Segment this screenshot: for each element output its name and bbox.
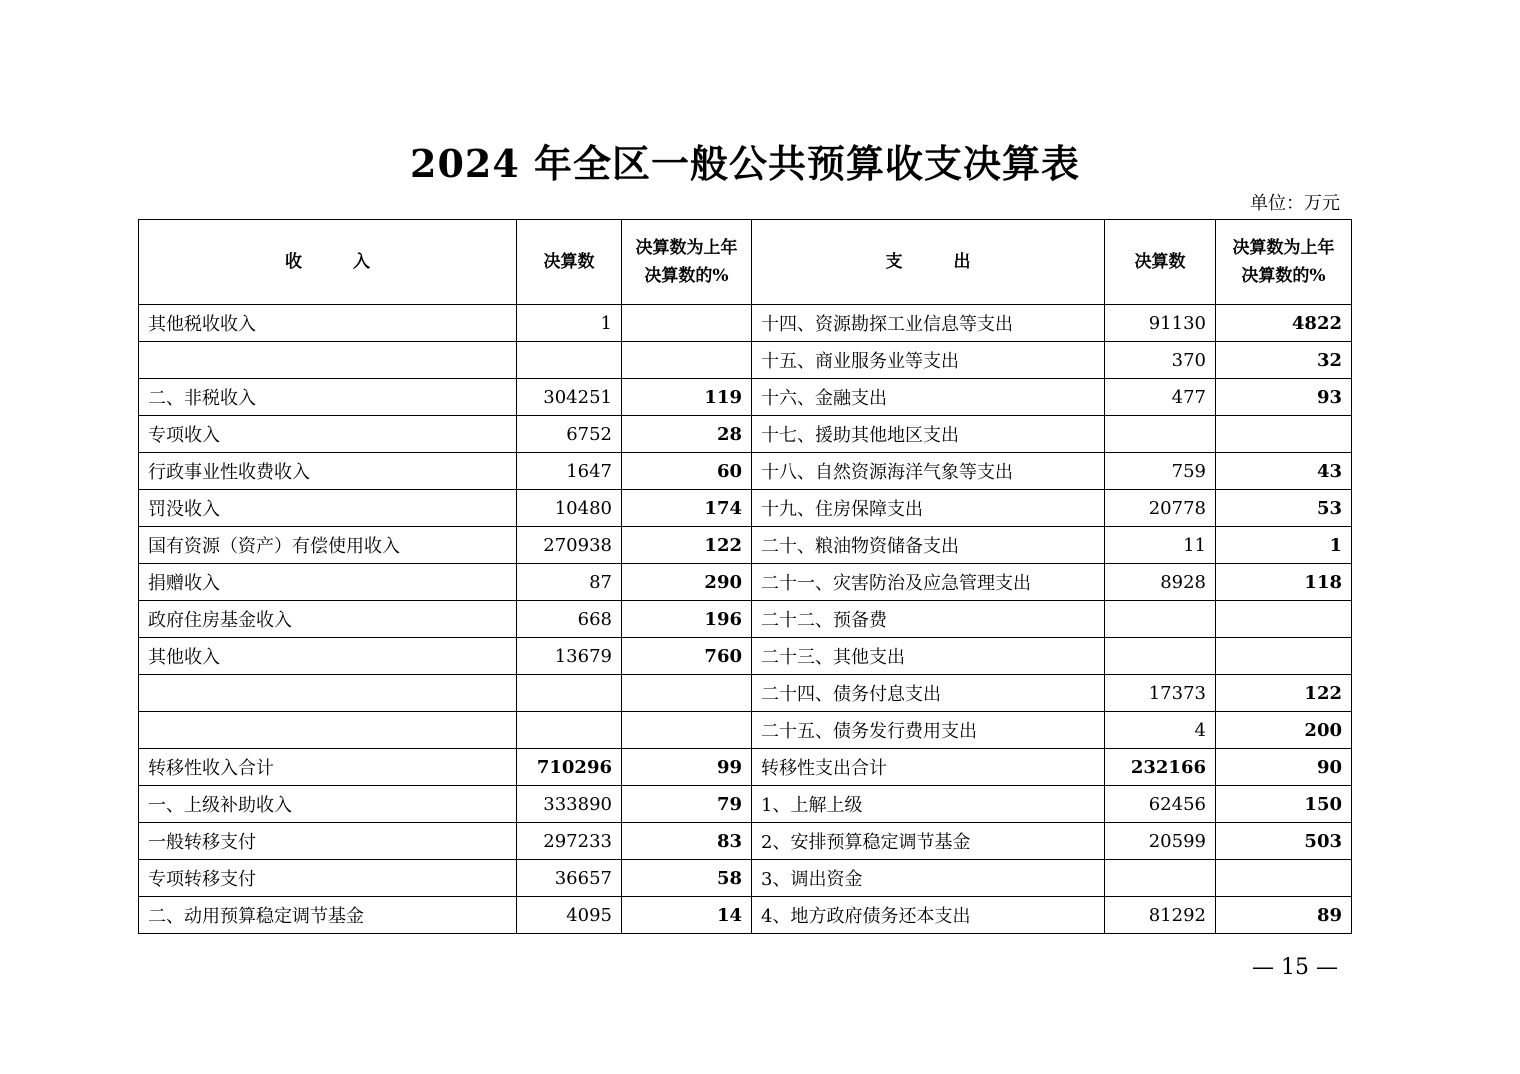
expense-item-cell: 3、调出资金 <box>752 860 1105 897</box>
income-item-cell: 二、非税收入 <box>139 379 517 416</box>
income-amount-cell: 36657 <box>517 860 622 897</box>
expense-amount-cell: 8928 <box>1105 564 1216 601</box>
expense-pct-cell: 200 <box>1216 712 1352 749</box>
expense-pct-cell: 89 <box>1216 897 1352 934</box>
table-row <box>139 749 1352 786</box>
budget-table <box>138 219 1352 934</box>
expense-item-cell: 二十一、灾害防治及应急管理支出 <box>752 564 1105 601</box>
expense-amount-cell: 477 <box>1105 379 1216 416</box>
expense-item-cell: 十八、自然资源海洋气象等支出 <box>752 453 1105 490</box>
income-pct-cell: 122 <box>622 527 752 564</box>
expense-pct-cell: 32 <box>1216 342 1352 379</box>
table-row <box>139 490 1352 527</box>
income-item-cell: 一、上级补助收入 <box>139 786 517 823</box>
expense-item-cell: 4、地方政府债务还本支出 <box>752 897 1105 934</box>
expense-amount-cell: 232166 <box>1105 749 1216 786</box>
expense-pct-label: 决算数为上年决算数的% <box>1232 238 1335 286</box>
income-amount-cell: 10480 <box>517 490 622 527</box>
expense-item-cell: 二十四、债务付息支出 <box>752 675 1105 712</box>
table-row <box>139 305 1352 342</box>
table-row <box>139 601 1352 638</box>
income-pct-header <box>622 220 752 305</box>
expense-item-cell: 十五、商业服务业等支出 <box>752 342 1105 379</box>
income-item-cell: 转移性收入合计 <box>139 749 517 786</box>
expense-pct-cell <box>1216 601 1352 638</box>
expense-amount-cell <box>1105 860 1216 897</box>
expense-pct-cell <box>1216 860 1352 897</box>
income-pct-cell: 174 <box>622 490 752 527</box>
expense-item-cell: 1、上解上级 <box>752 786 1105 823</box>
expense-amount-header: 决算数 <box>1105 220 1216 305</box>
income-pct-label: 决算数为上年决算数的% <box>635 238 738 286</box>
table-row <box>139 860 1352 897</box>
income-pct-cell <box>622 342 752 379</box>
expense-pct-cell: 4822 <box>1216 305 1352 342</box>
income-pct-cell: 28 <box>622 416 752 453</box>
income-item-cell: 其他收入 <box>139 638 517 675</box>
income-item-cell: 捐赠收入 <box>139 564 517 601</box>
expense-pct-cell: 503 <box>1216 823 1352 860</box>
income-pct-cell <box>622 712 752 749</box>
expense-item-cell: 2、安排预算稳定调节基金 <box>752 823 1105 860</box>
expense-item-cell: 十九、住房保障支出 <box>752 490 1105 527</box>
income-pct-cell: 83 <box>622 823 752 860</box>
income-item-cell: 一般转移支付 <box>139 823 517 860</box>
income-pct-cell <box>622 675 752 712</box>
table-row <box>139 897 1352 934</box>
income-item-cell: 专项转移支付 <box>139 860 517 897</box>
table-row <box>139 823 1352 860</box>
income-item-cell: 专项收入 <box>139 416 517 453</box>
expense-pct-cell: 93 <box>1216 379 1352 416</box>
expense-amount-cell: 4 <box>1105 712 1216 749</box>
expense-amount-cell: 91130 <box>1105 305 1216 342</box>
table-row <box>139 638 1352 675</box>
income-amount-cell: 270938 <box>517 527 622 564</box>
table-row <box>139 527 1352 564</box>
expense-item-cell: 二十二、预备费 <box>752 601 1105 638</box>
income-item-cell: 行政事业性收费收入 <box>139 453 517 490</box>
income-amount-cell: 4095 <box>517 897 622 934</box>
income-amount-cell: 333890 <box>517 786 622 823</box>
expense-pct-cell: 118 <box>1216 564 1352 601</box>
income-item-cell <box>139 675 517 712</box>
income-amount-cell: 13679 <box>517 638 622 675</box>
expense-pct-cell <box>1216 638 1352 675</box>
table-row <box>139 786 1352 823</box>
income-item-cell: 政府住房基金收入 <box>139 601 517 638</box>
income-amount-cell: 1 <box>517 305 622 342</box>
expense-amount-cell <box>1105 601 1216 638</box>
income-amount-cell: 304251 <box>517 379 622 416</box>
income-item-cell <box>139 712 517 749</box>
expense-amount-cell: 20599 <box>1105 823 1216 860</box>
expense-amount-cell: 759 <box>1105 453 1216 490</box>
income-pct-cell: 14 <box>622 897 752 934</box>
income-header: 收 入 <box>139 220 517 305</box>
income-item-cell: 二、动用预算稳定调节基金 <box>139 897 517 934</box>
income-item-cell: 罚没收入 <box>139 490 517 527</box>
income-amount-cell: 297233 <box>517 823 622 860</box>
expense-pct-cell <box>1216 416 1352 453</box>
expense-amount-cell <box>1105 416 1216 453</box>
expense-item-cell: 转移性支出合计 <box>752 749 1105 786</box>
table-row <box>139 416 1352 453</box>
income-pct-cell: 119 <box>622 379 752 416</box>
expense-item-cell: 二十、粮油物资储备支出 <box>752 527 1105 564</box>
income-amount-cell: 6752 <box>517 416 622 453</box>
expense-amount-cell <box>1105 638 1216 675</box>
income-pct-cell: 99 <box>622 749 752 786</box>
unit-label: 单位：万元 <box>1250 193 1340 214</box>
income-pct-cell: 760 <box>622 638 752 675</box>
income-pct-cell: 60 <box>622 453 752 490</box>
page-number: — 15 — <box>1252 955 1338 980</box>
expense-amount-cell: 20778 <box>1105 490 1216 527</box>
income-item-cell: 国有资源（资产）有偿使用收入 <box>139 527 517 564</box>
table-row <box>139 564 1352 601</box>
income-amount-header: 决算数 <box>517 220 622 305</box>
expense-pct-cell: 90 <box>1216 749 1352 786</box>
expense-pct-cell: 122 <box>1216 675 1352 712</box>
income-amount-cell: 1647 <box>517 453 622 490</box>
table-row <box>139 453 1352 490</box>
expense-item-cell: 十六、金融支出 <box>752 379 1105 416</box>
expense-item-cell: 二十五、债务发行费用支出 <box>752 712 1105 749</box>
income-amount-cell: 668 <box>517 601 622 638</box>
income-amount-cell: 710296 <box>517 749 622 786</box>
expense-amount-cell: 11 <box>1105 527 1216 564</box>
table-row <box>139 342 1352 379</box>
income-pct-cell: 79 <box>622 786 752 823</box>
income-amount-cell: 87 <box>517 564 622 601</box>
income-pct-cell: 290 <box>622 564 752 601</box>
expense-pct-cell: 53 <box>1216 490 1352 527</box>
expense-amount-cell: 17373 <box>1105 675 1216 712</box>
table-row <box>139 712 1352 749</box>
expense-item-cell: 十七、援助其他地区支出 <box>752 416 1105 453</box>
income-amount-cell <box>517 675 622 712</box>
expense-header: 支 出 <box>752 220 1105 305</box>
income-pct-cell: 58 <box>622 860 752 897</box>
income-pct-cell: 196 <box>622 601 752 638</box>
expense-amount-cell: 62456 <box>1105 786 1216 823</box>
table-row <box>139 675 1352 712</box>
income-amount-cell <box>517 342 622 379</box>
expense-pct-cell: 150 <box>1216 786 1352 823</box>
expense-pct-cell: 1 <box>1216 527 1352 564</box>
income-item-cell <box>139 342 517 379</box>
expense-amount-cell: 370 <box>1105 342 1216 379</box>
expense-item-cell: 二十三、其他支出 <box>752 638 1105 675</box>
table-header-row <box>139 220 1352 305</box>
income-item-cell: 其他税收收入 <box>139 305 517 342</box>
income-amount-cell <box>517 712 622 749</box>
table-row <box>139 379 1352 416</box>
expense-amount-cell: 81292 <box>1105 897 1216 934</box>
expense-item-cell: 十四、资源勘探工业信息等支出 <box>752 305 1105 342</box>
page-title: 2024 年全区一般公共预算收支决算表 <box>410 141 1080 186</box>
expense-pct-cell: 43 <box>1216 453 1352 490</box>
expense-pct-header <box>1216 220 1352 305</box>
income-pct-cell <box>622 305 752 342</box>
